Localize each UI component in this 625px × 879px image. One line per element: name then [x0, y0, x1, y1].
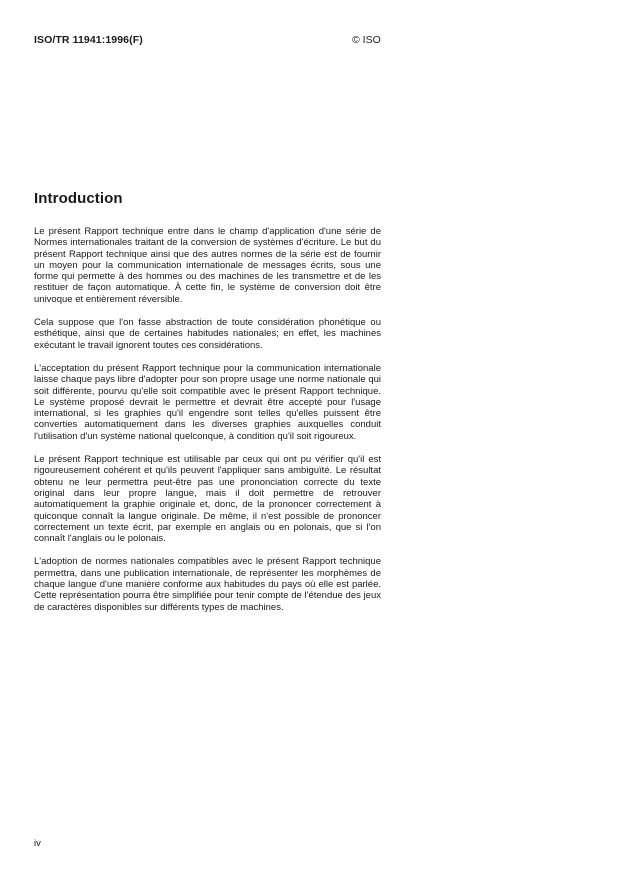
paragraph-2: Cela suppose que l'on fasse abstraction de toute considération phonétique ou esthétique, ainsi que de certaines habitudes nationales; en effet, les machines exécutant le travail ignorent toutes ces considérations. [34, 317, 381, 351]
page-number: iv [34, 838, 41, 849]
paragraph-1: Le présent Rapport technique entre dans le champ d'application d'une série de Normes internationales traitant de la conversion de systèmes d'écriture. Le but du présent Rapport technique ainsi que des autres normes de la série est de fournir un moyen pour la communication internationale de messages écrits, sous une forme qui permette à des hommes ou des machines de les transmettre et de les restituer de façon automatique. À cette fin, le système de conversion doit être univoque et entièrement réversible. [34, 226, 381, 305]
paragraph-3: L'acceptation du présent Rapport technique pour la communication internationale laisse chaque pays libre d'adopter pour son propre usage une norme nationale qui soit différente, pourvu qu'elle soit compatible avec le présent Rapport technique. Le système proposé devrait le permettre et devrait être accepté pour l'usage international, si les graphies qu'il engendre sont telles qu'elles puissent être converties automatiquement dans les diverses graphies auxquelles conduit l'utilisation d'un système national quelconque, à condition qu'il soit rigoureux. [34, 362, 381, 442]
copyright-notice: © ISO [352, 34, 381, 46]
document-identifier: ISO/TR 11941:1996(F) [34, 34, 143, 46]
paragraph-4: Le présent Rapport technique est utilisable par ceux qui ont pu vérifier qu'il est rigoureusement cohérent et qu'ils peuvent l'appliquer sans ambiguïté. Le résultat obtenu ne leur permettra peut-être pas une prononciation correcte du texte original dans leur propre langue, mais il doit permettre de retrouver automatiquement la graphie originale et, donc, de la prononcer correctement à quiconque connaît la langue originale. De même, il n'est possible de prononcer correctement un texte écrit, par exemple en anglais ou en polonais, que si l'on connaît l'anglais ou le polonais. [34, 454, 381, 545]
body-text [34, 226, 381, 625]
section-title: Introduction [34, 190, 123, 207]
paragraph-5: L'adoption de normes nationales compatibles avec le présent Rapport technique permettra, dans une publication internationale, de représenter les morphèmes de chaque langue d'une manière conforme aux habitudes du pays où elle est parlée. Cette représentation pourra être simplifiée pour tenir compte de l'étendue des jeux de caractères disponibles sur différents types de machines. [34, 556, 381, 613]
